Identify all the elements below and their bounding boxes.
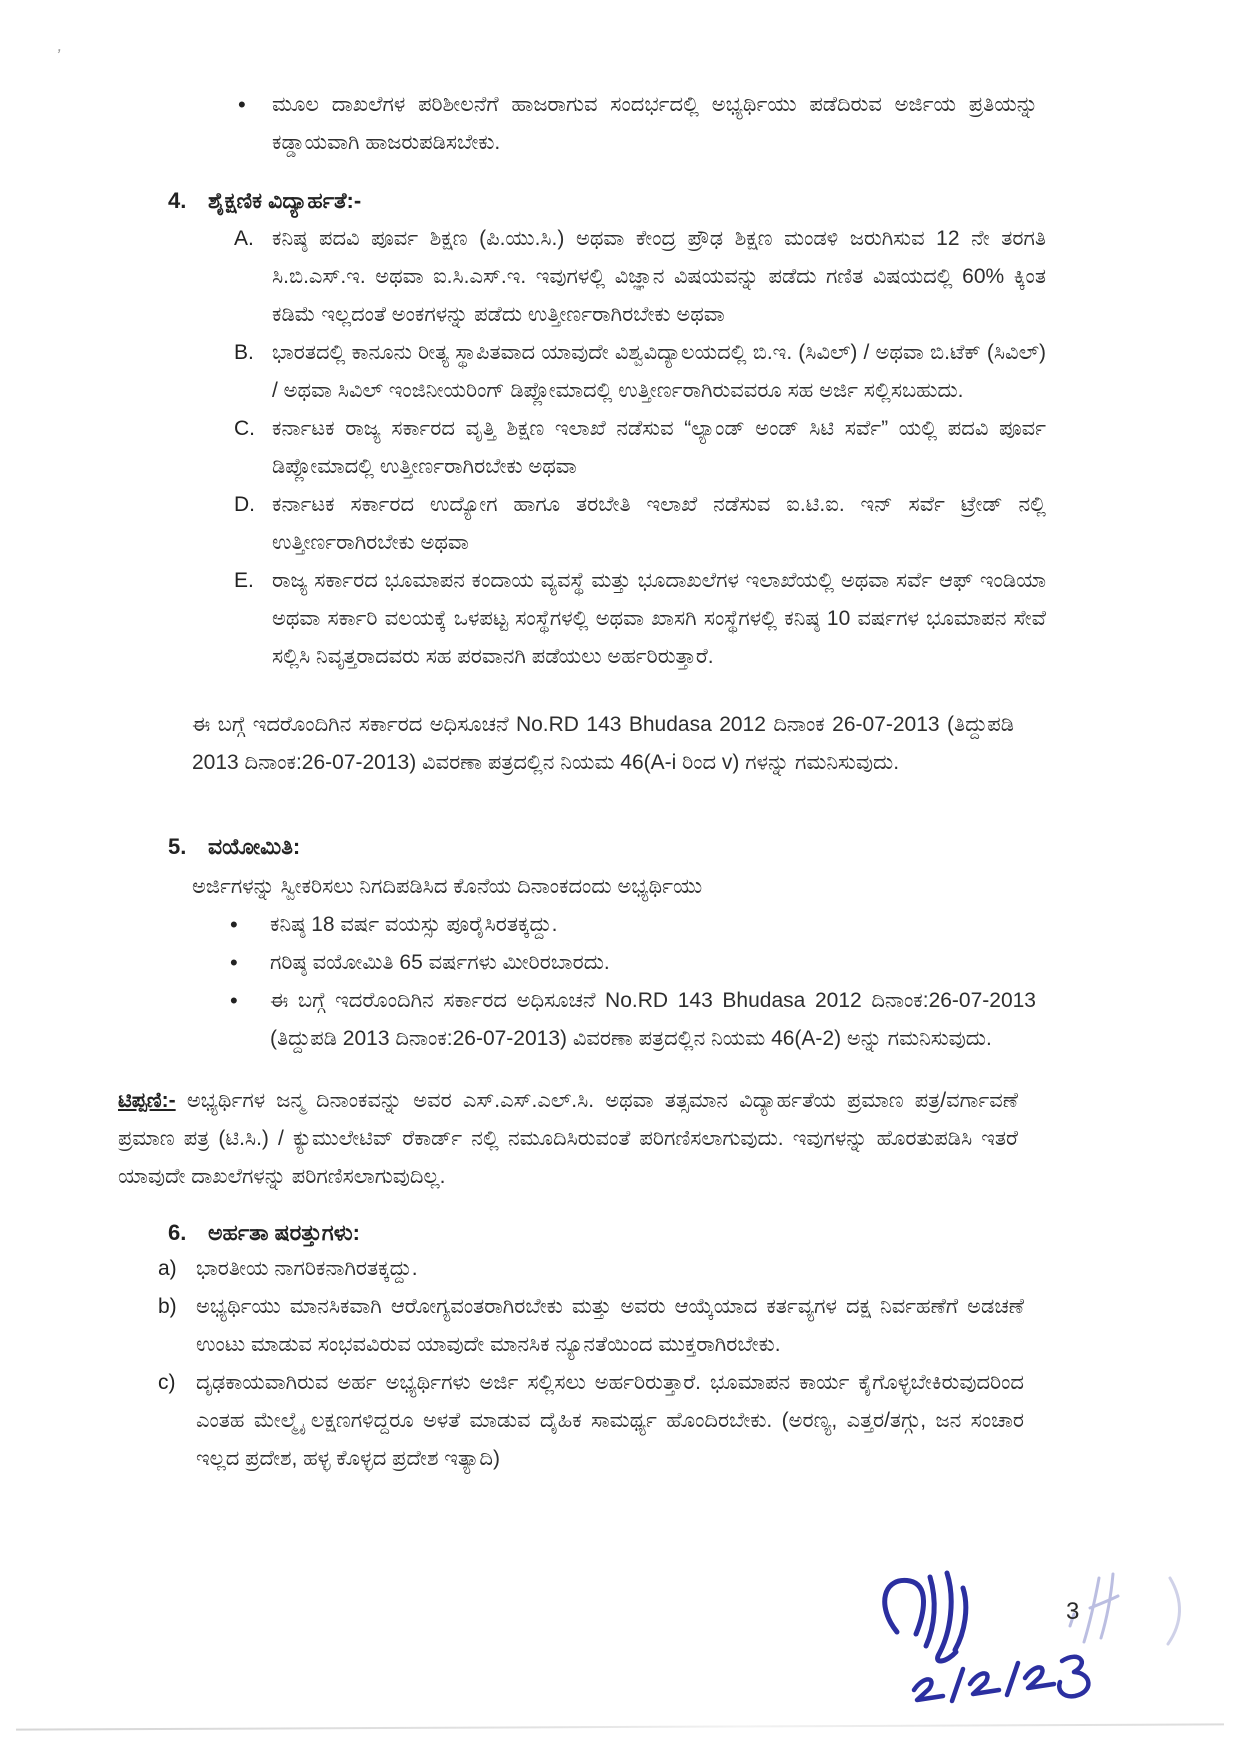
section-6-title: ಅರ್ಹತಾ ಷರತ್ತುಗಳು:: [208, 1220, 360, 1245]
list-item-C: [234, 410, 1046, 486]
section-5-heading: [168, 834, 1240, 860]
item-text-c: ದೃಢಕಾಯವಾಗಿರುವ ಅರ್ಹ ಅಭ್ಯರ್ಥಿಗಳು ಅರ್ಜಿ ಸಲ್ಲಿಸಲು ಅರ್ಹರಿರುತ್ತಾರೆ. ಭೂಮಾಪನ ಕಾರ್ಯ ಕೈಗೊಳ್ಳಬೇಕಿರುವುದರಿಂದ ಎಂತಹ ಮೇಲ್ಮೈ ಲಕ್ಷಣಗಳಿದ್ದರೂ ಅಳತೆ ಮಾಡುವ ದೈಹಿಕ ಸಾಮರ್ಥ್ಯ ಹೊಂದಿರಬೇಕು. (ಅರಣ್ಯ, ಎತ್ತರ/ತಗ್ಗು, ಜನ ಸಂಚಾರ ಇಲ್ಲದ ಪ್ರದೇಶ, ಹಳ್ಳ ಕೊಳ್ಳದ ಪ್ರದೇಶ ಇತ್ಯಾದಿ): [196, 1371, 1024, 1470]
tippani-label: ಟಿಪ್ಪಣಿ:-: [118, 1089, 176, 1112]
section-6-number: 6.: [168, 1220, 187, 1245]
age-bullet-notification-text: ಈ ಬಗ್ಗೆ ಇದರೊಂದಿಗಿನ ಸರ್ಕಾರದ ಅಧಿಸೂಚನೆ No.RD 143 Bhudasa 2012 ದಿನಾಂಕ:26-07-2013 (ತಿದ್ದುಪಡಿ 2013 ದಿನಾಂಕ:26-07-2013) ವಿವರಣಾ ಪತ್ರದಲ್ಲಿನ ನಿಯಮ 46(A-2) ಅನ್ನು ಗಮನಿಸುವುದು.: [270, 989, 1036, 1050]
list-item-D: [234, 486, 1046, 562]
age-bullet-max-text: ಗರಿಷ್ಠ ವಯೋಮಿತಿ 65 ವರ್ಷಗಳು ಮೀರಿರಬಾರದು.: [270, 951, 610, 974]
item-text-A: ಕನಿಷ್ಠ ಪದವಿ ಪೂರ್ವ ಶಿಕ್ಷಣ (ಪಿ.ಯು.ಸಿ.) ಅಥವಾ ಕೇಂದ್ರ ಪ್ರೌಢ ಶಿಕ್ಷಣ ಮಂಡಳಿ ಜರುಗಿಸುವ 12 ನೇ ತರಗತಿ ಸಿ.ಬಿ.ಎಸ್.ಇ. ಅಥವಾ ಐ.ಸಿ.ಎಸ್.ಇ. ಇವುಗಳಲ್ಲಿ ವಿಜ್ಞಾನ ವಿಷಯವನ್ನು ಪಡೆದು ಗಣಿತ ವಿಷಯದಲ್ಲಿ 60% ಕ್ಕಿಂತ ಕಡಿಮೆ ಇಲ್ಲದಂತೆ ಅಂಕಗಳನ್ನು ಪಡೆದು ಉತ್ತೀರ್ಣರಾಗಿರಬೇಕು ಅಥವಾ: [272, 227, 1046, 326]
section-6-heading: [168, 1220, 1240, 1246]
tippani-text: ಅಭ್ಯರ್ಥಿಗಳ ಜನ್ಮ ದಿನಾಂಕವನ್ನು ಅವರ ಎಸ್.ಎಸ್.ಎಲ್.ಸಿ. ಅಥವಾ ತತ್ಸಮಾನ ವಿದ್ಯಾರ್ಹತೆಯ ಪ್ರಮಾಣ ಪತ್ರ/ವರ್ಗಾವಣೆ ಪ್ರಮಾಣ ಪತ್ರ (ಟಿ.ಸಿ.) / ಕ್ಯುಮುಲೇಟಿವ್ ರೆಕಾರ್ಡ್ ನಲ್ಲಿ ನಮೂದಿಸಿರುವಂತೆ ಪರಿಗಣಿಸಲಾಗುವುದು. ಇವುಗಳನ್ನು ಹೊರತುಪಡಿಸಿ ಇತರೆ ಯಾವುದೇ ದಾಖಲೆಗಳನ್ನು ಪರಿಗಣಿಸಲಾಗುವುದಿಲ್ಲ.: [118, 1089, 1018, 1188]
age-bullet-min-text: ಕನಿಷ್ಠ 18 ವರ್ಷ ವಯಸ್ಸು ಪೂರೈಸಿರತಕ್ಕದ್ದು.: [270, 913, 558, 936]
section-4-title: ಶೈಕ್ಷಣಿಕ ವಿದ್ಯಾರ್ಹತೆ:-: [208, 188, 362, 213]
tippani-note: [118, 1082, 1018, 1196]
item-label-a: a): [158, 1257, 177, 1280]
section-5-bullet-list: [230, 906, 1036, 1058]
bullet-dot-icon: •: [230, 912, 238, 937]
list-item-B: [234, 334, 1046, 410]
item-text-E: ರಾಜ್ಯ ಸರ್ಕಾರದ ಭೂಮಾಪನ ಕಂದಾಯ ವ್ಯವಸ್ಥೆ ಮತ್ತು ಭೂದಾಖಲೆಗಳ ಇಲಾಖೆಯಲ್ಲಿ ಅಥವಾ ಸರ್ವೆ ಆಫ್ ಇಂಡಿಯಾ ಅಥವಾ ಸರ್ಕಾರಿ ವಲಯಕ್ಕೆ ಒಳಪಟ್ಟ ಸಂಸ್ಥೆಗಳಲ್ಲಿ ಅಥವಾ ಖಾಸಗಿ ಸಂಸ್ಥೆಗಳಲ್ಲಿ ಕನಿಷ್ಠ 10 ವರ್ಷಗಳ ಭೂಮಾಪನ ಸೇವೆ ಸಲ್ಲಿಸಿ ನಿವೃತ್ತರಾದವರು ಸಹ ಪರವಾನಗಿ ಪಡೆಯಲು ಅರ್ಹರಿರುತ್ತಾರೆ.: [272, 569, 1046, 668]
item-text-C: ಕರ್ನಾಟಕ ರಾಜ್ಯ ಸರ್ಕಾರದ ವೃತ್ತಿ ಶಿಕ್ಷಣ ಇಲಾಖೆ ನಡೆಸುವ “ಲ್ಯಾಂಡ್ ಅಂಡ್ ಸಿಟಿ ಸರ್ವೆ” ಯಲ್ಲಿ ಪದವಿ ಪೂರ್ವ ಡಿಪ್ಲೋಮಾದಲ್ಲಿ ಉತ್ತೀರ್ಣರಾಗಿರಬೇಕು ಅಥವಾ: [272, 417, 1046, 478]
list-item-a: [158, 1250, 1024, 1288]
item-text-B: ಭಾರತದಲ್ಲಿ ಕಾನೂನು ರೀತ್ಯ ಸ್ಥಾಪಿತವಾದ ಯಾವುದೇ ವಿಶ್ವವಿದ್ಯಾಲಯದಲ್ಲಿ ಬಿ.ಇ. (ಸಿವಿಲ್) / ಅಥವಾ ಬಿ.ಟೆಕ್ (ಸಿವಿಲ್) / ಅಥವಾ ಸಿವಿಲ್ ಇಂಜಿನೀಯರಿಂಗ್ ಡಿಪ್ಲೋಮಾದಲ್ಲಿ ಉತ್ತೀರ್ಣರಾಗಿರುವವರೂ ಸಹ ಅರ್ಜಿ ಸಲ್ಲಿಸಬಹುದು.: [272, 341, 1046, 402]
section-4-heading: [168, 188, 1240, 214]
intro-bullet-text: ಮೂಲ ದಾಖಲೆಗಳ ಪರಿಶೀಲನೆಗೆ ಹಾಜರಾಗುವ ಸಂದರ್ಭದಲ್ಲಿ ಅಭ್ಯರ್ಥಿಯು ಪಡೆದಿರುವ ಅರ್ಜಿಯ ಪ್ರತಿಯನ್ನು ಕಡ್ಡಾಯವಾಗಿ ಹಾಜರುಪಡಿಸಬೇಕು.: [272, 93, 1038, 154]
section-5-title: ವಯೋಮಿತಿ:: [208, 834, 301, 859]
handwritten-signature: [852, 1560, 1192, 1720]
age-bullet-notification: [230, 982, 1036, 1058]
intro-bullet-item: [238, 86, 1038, 162]
item-text-b: ಅಭ್ಯರ್ಥಿಯು ಮಾನಸಿಕವಾಗಿ ಆರೋಗ್ಯವಂತರಾಗಿರಬೇಕು ಮತ್ತು ಅವರು ಆಯ್ಕೆಯಾದ ಕರ್ತವ್ಯಗಳ ದಕ್ಷ ನಿರ್ವಹಣೆಗೆ ಅಡಚಣೆ ಉಂಟು ಮಾಡುವ ಸಂಭವವಿರುವ ಯಾವುದೇ ಮಾನಸಿಕ ನ್ಯೂನತೆಯಿಂದ ಮುಕ್ತರಾಗಿರಬೇಕು.: [196, 1295, 1024, 1356]
section-6-item-list: [158, 1250, 1024, 1478]
ink-curve-mark: [1168, 1578, 1180, 1644]
item-text-D: ಕರ್ನಾಟಕ ಸರ್ಕಾರದ ಉದ್ಯೋಗ ಹಾಗೂ ತರಬೇತಿ ಇಲಾಖೆ ನಡೆಸುವ ಐ.ಟಿ.ಐ. ಇನ್ ಸರ್ವೆ ಟ್ರೇಡ್ ನಲ್ಲಿ ಉತ್ತೀರ್ಣರಾಗಿರಬೇಕು ಅಥವಾ: [272, 493, 1046, 554]
scan-edge-line: [16, 1723, 1224, 1730]
section-4-item-list: [234, 220, 1046, 676]
section-5-intro: ಅರ್ಜಿಗಳನ್ನು ಸ್ವೀಕರಿಸಲು ನಿಗದಿಪಡಿಸಿದ ಕೊನೆಯ ದಿನಾಂಕದಂದು ಅಭ್ಯರ್ಥಿಯು: [192, 875, 703, 898]
item-label-A: A.: [234, 227, 254, 250]
section-4-note: ಈ ಬಗ್ಗೆ ಇದರೊಂದಿಗಿನ ಸರ್ಕಾರದ ಅಧಿಸೂಚನೆ No.RD 143 Bhudasa 2012 ದಿನಾಂಕ 26-07-2013 (ತಿದ್ದುಪಡಿ 2013 ದಿನಾಂಕ:26-07-2013) ವಿವರಣಾ ಪತ್ರದಲ್ಲಿನ ನಿಯಮ 46(A-i ರಿಂದ v) ಗಳನ್ನು ಗಮನಿಸುವುದು.: [192, 713, 1014, 774]
section-4-number: 4.: [168, 188, 187, 213]
item-label-C: C.: [234, 417, 255, 440]
page-number: 3: [1066, 1598, 1080, 1625]
bullet-dot-icon: •: [230, 950, 238, 975]
age-bullet-max: [230, 944, 1036, 982]
list-item-c: [158, 1364, 1024, 1478]
list-item-b: [158, 1288, 1024, 1364]
item-label-c: c): [158, 1371, 176, 1394]
age-bullet-min: [230, 906, 1036, 944]
item-label-D: D.: [234, 493, 255, 516]
item-label-B: B.: [234, 341, 254, 364]
list-item-A: [234, 220, 1046, 334]
bullet-dot-icon: •: [238, 92, 246, 117]
section-5-number: 5.: [168, 834, 187, 859]
scan-artifact-mark: ʼ: [54, 45, 63, 67]
bullet-dot-icon: •: [230, 988, 238, 1013]
item-label-b: b): [158, 1295, 177, 1318]
list-item-E: [234, 562, 1046, 676]
item-text-a: ಭಾರತೀಯ ನಾಗರಿಕನಾಗಿರತಕ್ಕದ್ದು.: [196, 1257, 418, 1280]
item-label-E: E.: [234, 569, 254, 592]
